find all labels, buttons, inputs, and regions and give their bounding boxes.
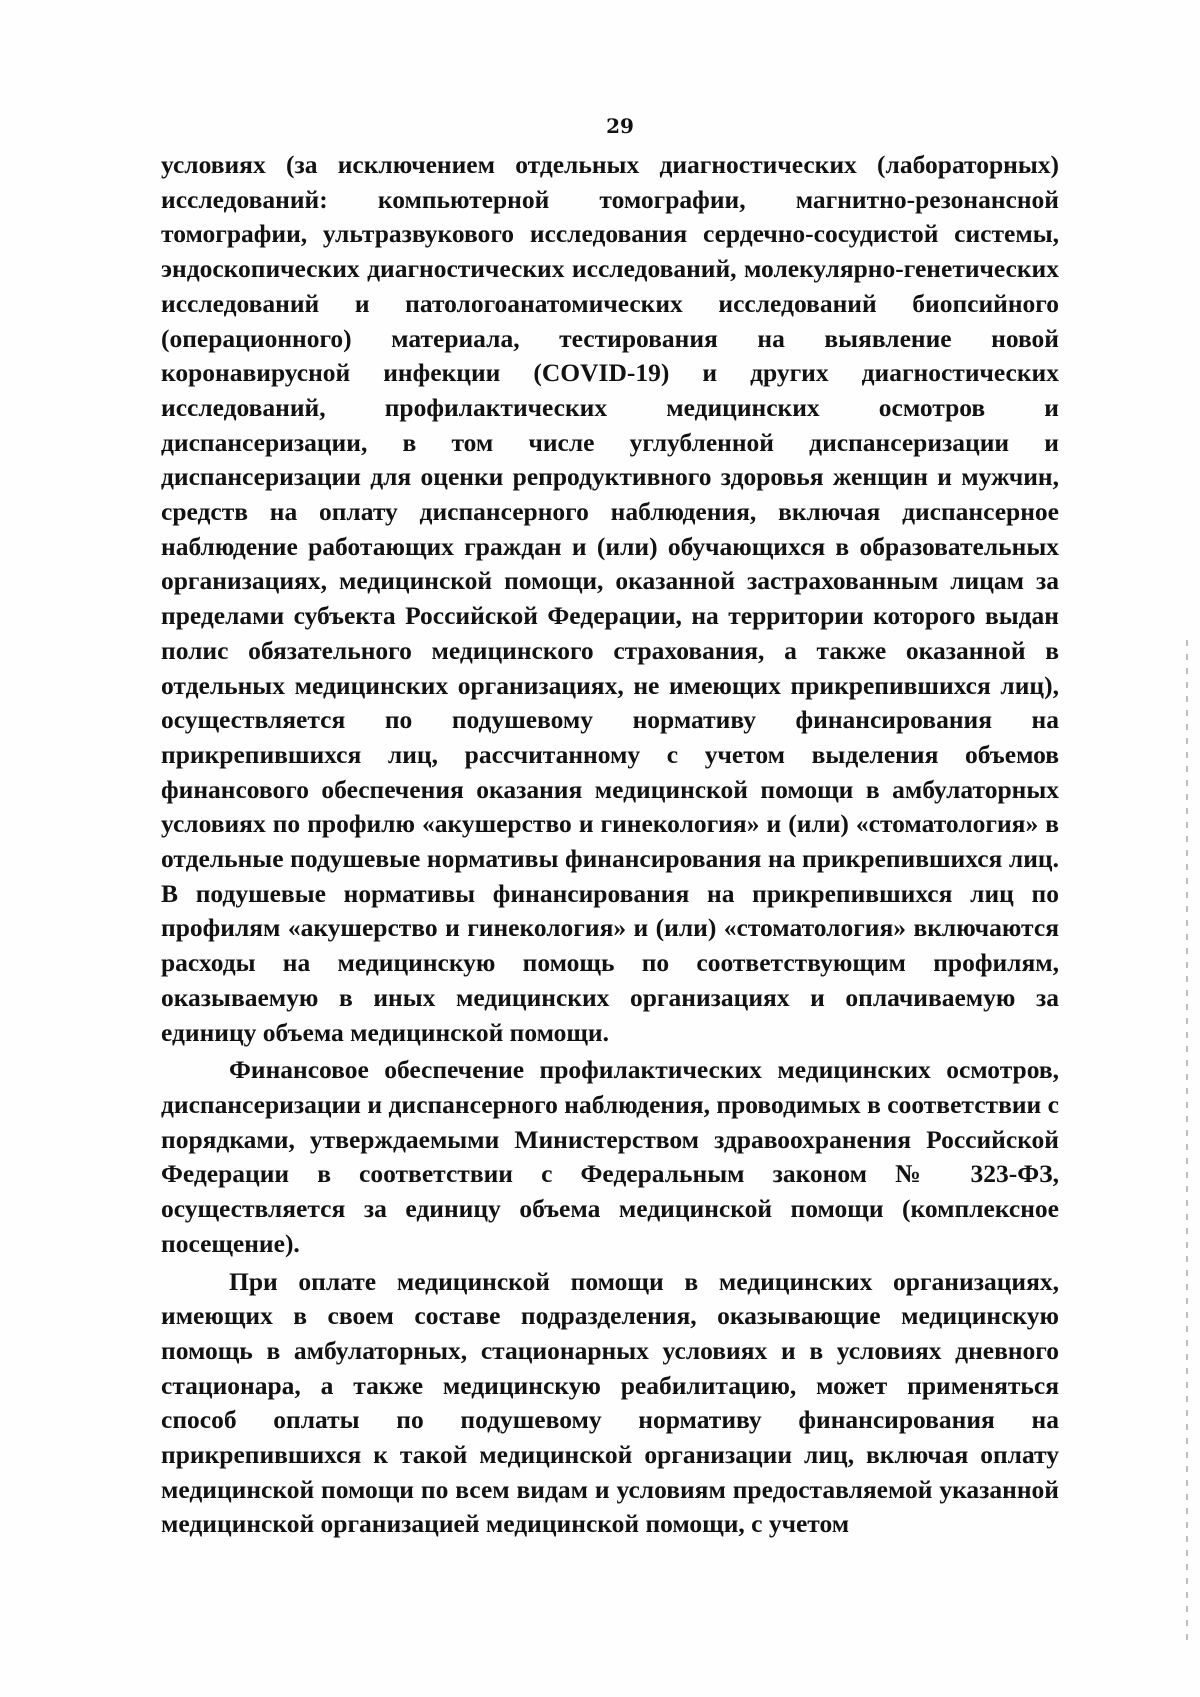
paragraph-payment-method: При оплате медицинской помощи в медицинских организациях, имеющих в своем составе подразделения, оказывающие медицинскую помощь в амбулаторных, стационарных условиях и в условиях дневного стационара, а также медицинскую реабилитацию, может применяться способ оплаты по подушевому нормативу финансирования на прикрепившихся к такой медицинской организации лиц, включая оплату медицинской помощи по всем видам и условиям предоставляемой указанной медицинской организацией медицинской помощи, с учетом	[161, 1266, 1059, 1539]
paragraph-preventive-examinations: Финансовое обеспечение профилактических медицинских осмотров, диспансеризации и диспансерного наблюдения, проводимых в соответствии с порядками, утверждаемыми Министерством здравоохранения Российской Федерации в соответствии с Федеральным законом № 323-ФЗ, осуществляется за единицу объема медицинской помощи (комплексное посещение).	[161, 1055, 1059, 1258]
page-number: 29	[606, 114, 634, 138]
document-text	[161, 148, 1059, 1542]
scan-edge-artifact	[1186, 640, 1188, 1640]
paragraph-continuation: условиях (за исключением отдельных диагностических (лабораторных) исследований: компьютерной томографии, магнитно-резонансной томографии, ультразвукового исследования сердечно-сосудистой системы, эндоскопических диагностических исследований, молекулярно-генетических исследований и патологоанатомических исследований биопсийного (операционного) материала, тестирования на выявление новой коронавирусной инфекции (COVID-19) и других диагностических исследований, профилактических медицинских осмотров и диспансеризации, в том числе углубленной диспансеризации и диспансеризации для оценки репродуктивного здоровья женщин и мужчин, средств на оплату диспансерного наблюдения, включая диспансерное наблюдение работающих граждан и (или) обучающихся в образовательных организациях, медицинской помощи, оказанной застрахованным лицам за пределами субъекта Российской Федерации, на территории которого выдан полис обязательного медицинского страхования, а также оказанной в отдельных медицинских организациях, не имеющих прикрепившихся лиц), осуществляется по подушевому нормативу финансирования на прикрепившихся лиц, рассчитанному с учетом выделения объемов финансового обеспечения оказания медицинской помощи в амбулаторных условиях по профилю «акушерство и гинекология» и (или) «стоматология» в отдельные подушевые нормативы финансирования на прикрепившихся лиц. В подушевые нормативы финансирования на прикрепившихся лиц по профилям «акушерство и гинекология» и (или) «стоматология» включаются расходы на медицинскую помощь по соответствующим профилям, оказываемую в иных медицинских организациях и оплачиваемую за единицу объема медицинской помощи.	[161, 150, 1059, 1047]
